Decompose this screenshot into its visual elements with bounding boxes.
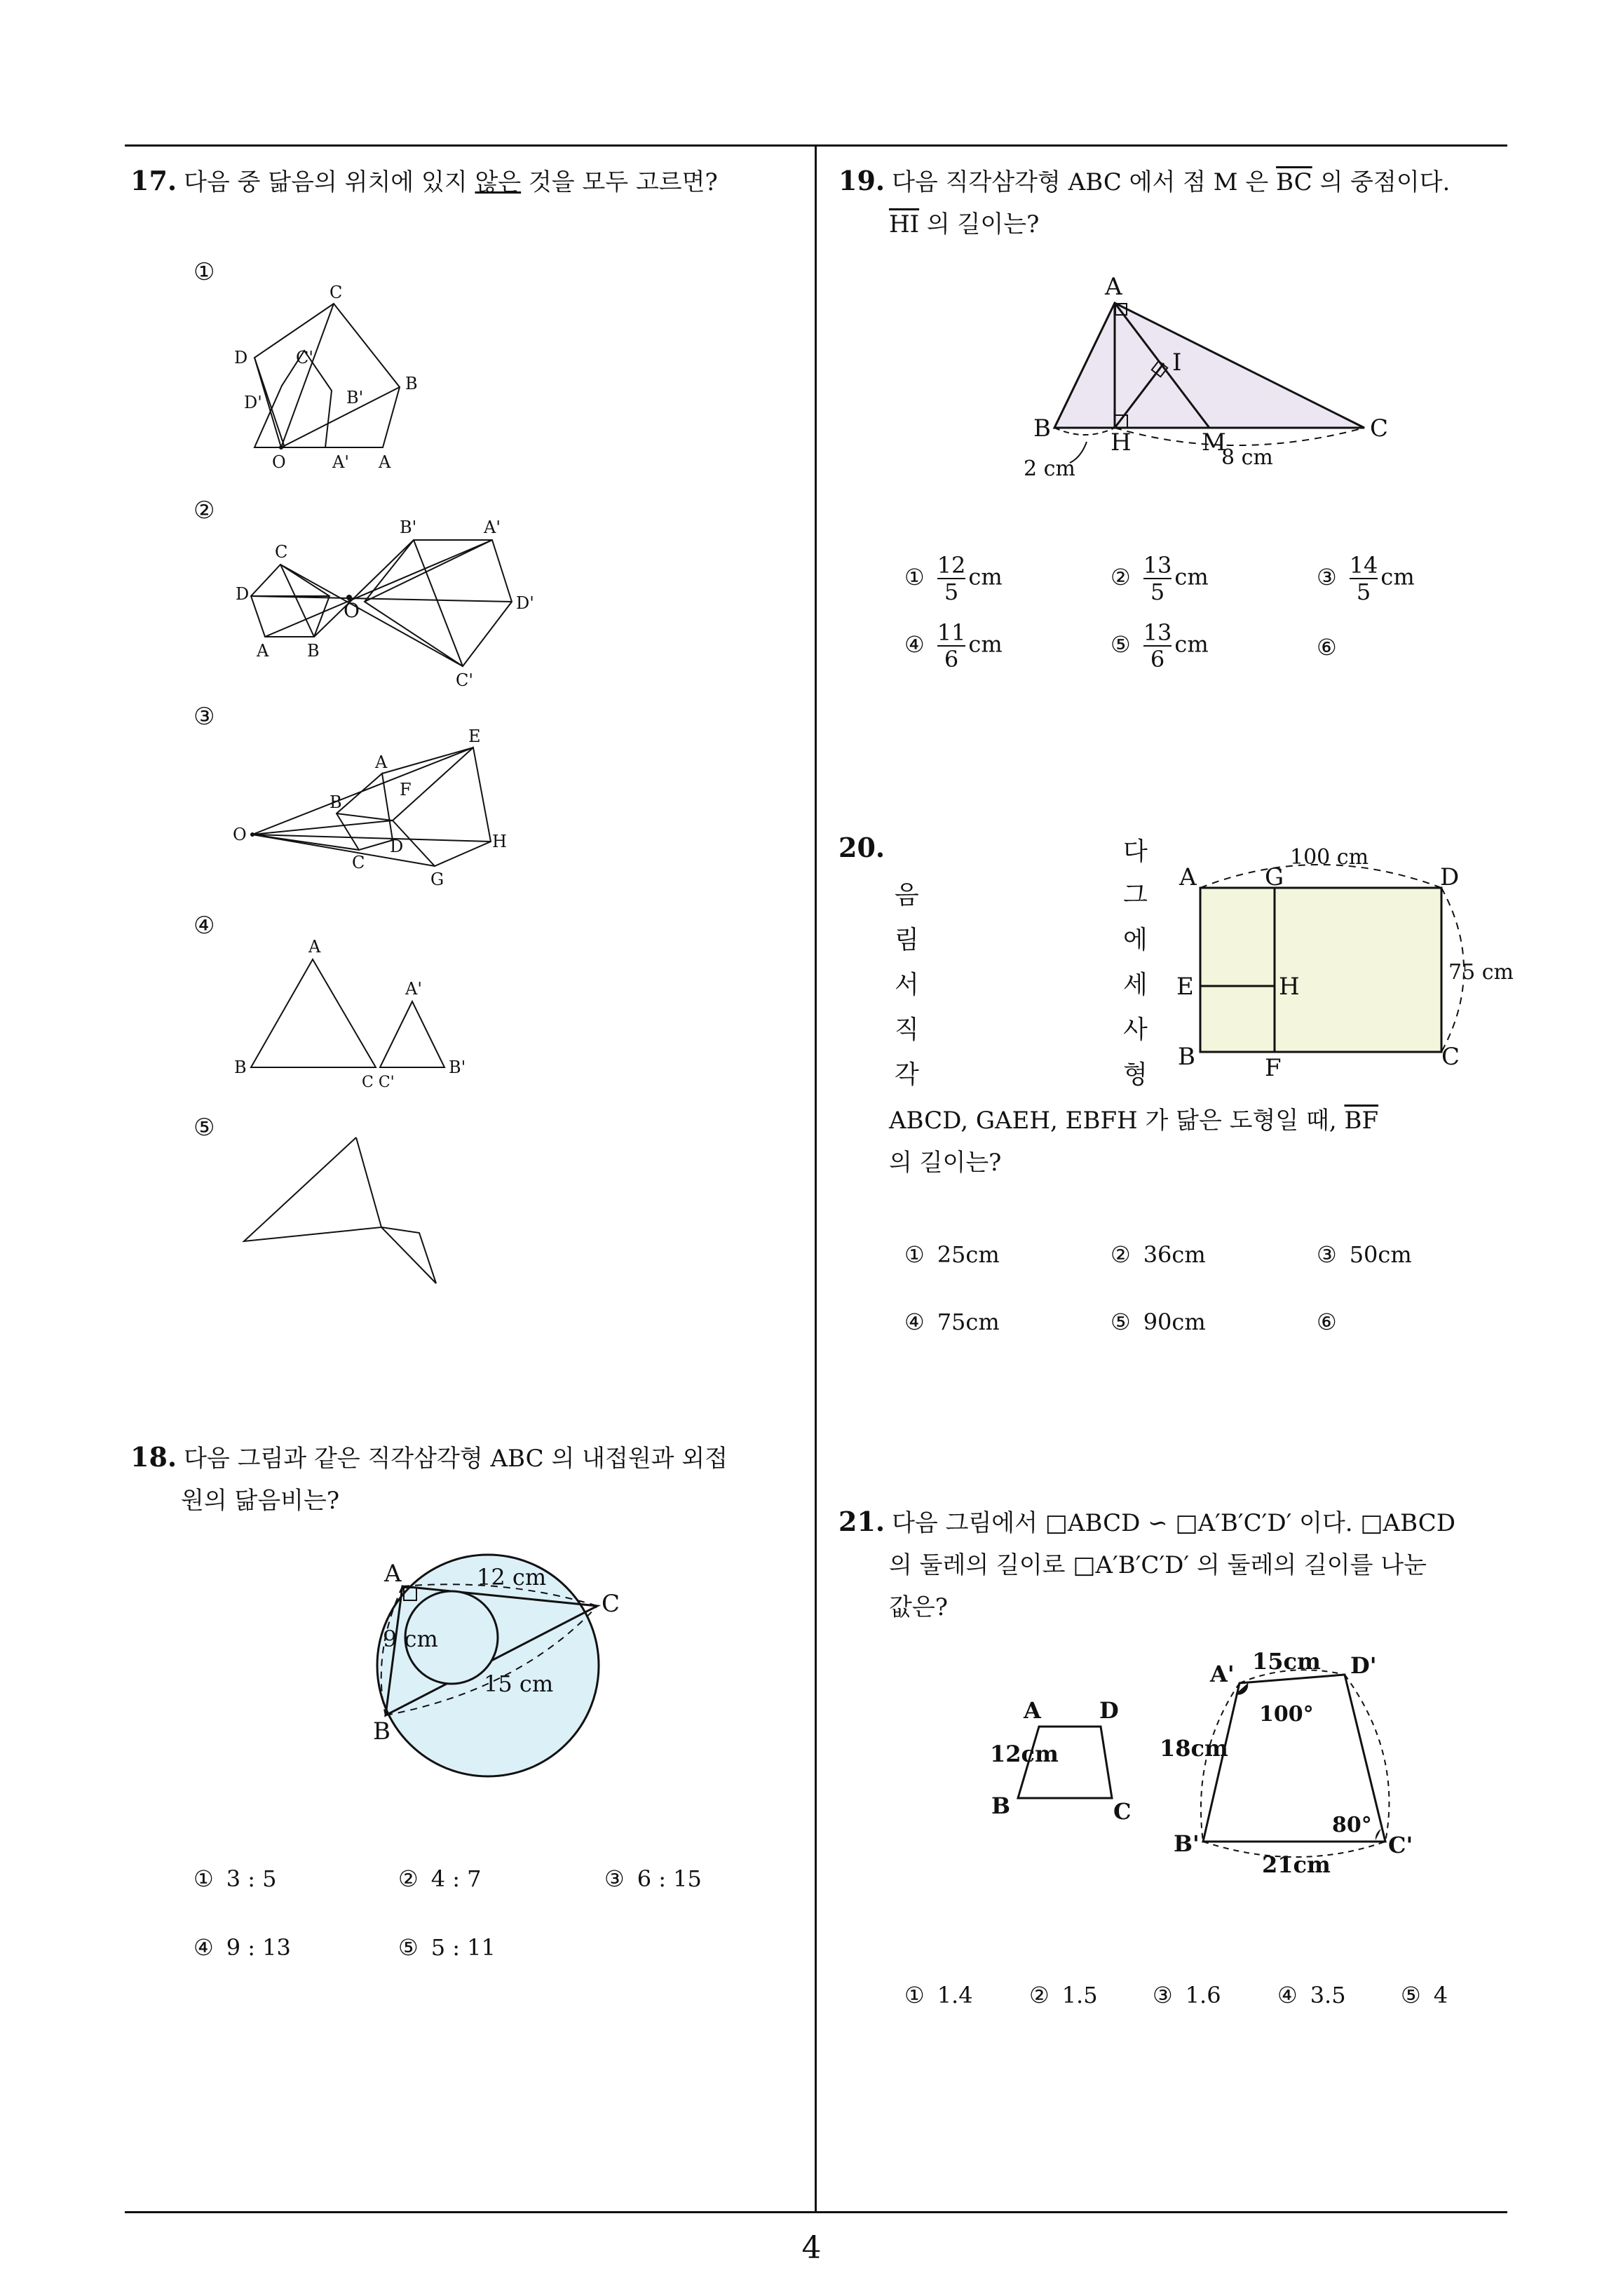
svg-text:D': D' — [1350, 1652, 1377, 1679]
svg-text:H: H — [492, 832, 507, 851]
q20-stem: ABCD, GAEH, EBFH 가 닮은 도형일 때, $\overline{BF}$ 의 길이는? — [889, 1107, 1379, 1177]
segment-hi: $\overline{HI}$ — [889, 210, 920, 238]
q20-vchar: 에 — [1123, 926, 1148, 954]
svg-text:A': A' — [405, 979, 422, 999]
q18-number: 18. — [130, 1441, 177, 1473]
svg-text:D': D' — [244, 393, 262, 412]
svg-text:C: C — [1370, 414, 1389, 443]
q20-option-4[interactable]: ④ 75cm — [904, 1309, 1000, 1335]
q17-figure-3 — [231, 729, 533, 891]
q20-vchar: 다 — [1123, 837, 1148, 866]
svg-text:12 cm: 12 cm — [477, 1564, 547, 1591]
svg-text:B: B — [405, 374, 418, 393]
q18-line2: 원의 닮음비는? — [181, 1487, 340, 1515]
q18-option-3[interactable]: ③ 6 : 15 — [604, 1865, 702, 1892]
svg-text:C: C — [1441, 1043, 1460, 1071]
bottom-rule — [125, 2211, 1507, 2213]
q20-number: 20. — [838, 832, 885, 863]
svg-text:H: H — [1279, 973, 1300, 1001]
q20-vchar: 직 — [895, 1015, 919, 1044]
q18-option-5[interactable]: ⑤ 5 : 11 — [398, 1934, 496, 1961]
q17-figure-5 — [231, 1129, 456, 1297]
svg-text:80°: 80° — [1332, 1813, 1372, 1837]
q21-option-1[interactable]: ① 1.4 — [904, 1982, 973, 2008]
q20-vchar: 그 — [1123, 881, 1148, 910]
svg-text:C: C — [1113, 1798, 1132, 1825]
svg-text:C: C — [330, 283, 343, 302]
q18-option-2[interactable]: ② 4 : 7 — [398, 1865, 482, 1892]
q20-option-5[interactable]: ⑤ 90cm — [1111, 1309, 1206, 1335]
svg-text:9 cm: 9 cm — [383, 1626, 438, 1652]
svg-text:75 cm: 75 cm — [1448, 960, 1514, 985]
q20-option-6[interactable]: ⑥ — [1317, 1309, 1337, 1335]
q19-option-2[interactable]: ② $\frac{13}{5}$ cm — [1111, 552, 1209, 605]
svg-text:18cm: 18cm — [1160, 1735, 1228, 1762]
q21-option-4[interactable]: ④ 3.5 — [1277, 1982, 1346, 2008]
q17-text-after: 것을 모두 고르면? — [521, 168, 718, 196]
q20-vchar: 림 — [895, 926, 919, 954]
q18-figure — [365, 1536, 645, 1767]
q19-option-1[interactable]: ① $\frac{12}{5}$ cm — [904, 552, 1003, 605]
svg-text:12cm: 12cm — [990, 1741, 1059, 1767]
svg-text:B': B' — [346, 388, 364, 407]
svg-text:100 cm: 100 cm — [1290, 845, 1369, 870]
svg-text:O: O — [233, 825, 247, 844]
svg-text:A: A — [379, 452, 391, 472]
q19-option-6[interactable]: ⑥ — [1317, 634, 1337, 661]
q17-number: 17. — [130, 165, 177, 196]
svg-text:B: B — [330, 792, 342, 812]
svg-text:F: F — [1265, 1054, 1282, 1082]
svg-text:C': C' — [1388, 1832, 1413, 1858]
q20-vchar: 사 — [1123, 1015, 1148, 1044]
q17-figure-4 — [231, 933, 484, 1094]
svg-text:B: B — [307, 641, 320, 661]
q17-figure-1 — [231, 281, 442, 477]
svg-text:E: E — [468, 727, 481, 746]
q20-figure — [1171, 842, 1535, 1080]
svg-text:15 cm: 15 cm — [484, 1670, 554, 1697]
svg-text:A': A' — [332, 452, 349, 472]
svg-text:A': A' — [484, 518, 501, 537]
svg-text:B: B — [373, 1717, 391, 1745]
svg-text:C C': C C' — [362, 1074, 395, 1091]
q19-option-3[interactable]: ③ $\frac{14}{5}$ cm — [1317, 552, 1415, 605]
svg-text:I: I — [1172, 349, 1182, 377]
q19-option-5[interactable]: ⑤ $\frac{13}{6}$ cm — [1111, 619, 1209, 673]
column-divider — [815, 144, 817, 2213]
q20-option-1[interactable]: ① 25cm — [904, 1241, 1000, 1268]
svg-text:F: F — [400, 780, 412, 799]
q20-vchar: 세 — [1123, 971, 1148, 999]
svg-text:D: D — [236, 584, 250, 604]
q19-option-4[interactable]: ④ $\frac{11}{6}$ cm — [904, 619, 1003, 673]
page-number: 4 — [801, 2230, 822, 2266]
svg-text:15cm: 15cm — [1252, 1648, 1321, 1675]
q19-number: 19. — [838, 165, 885, 196]
svg-text:D: D — [1440, 863, 1460, 891]
q17-text: 다음 중 닮음의 위치에 있지 — [184, 168, 475, 196]
svg-text:A: A — [375, 752, 388, 772]
q20-option-3[interactable]: ③ 50cm — [1317, 1241, 1412, 1268]
svg-text:2 cm: 2 cm — [1024, 457, 1075, 481]
svg-text:D: D — [1099, 1697, 1119, 1724]
q19-stem: 19. 다음 직각삼각형 ABC 에서 점 M 은 $\overline{BC}$ 의 중점이다. $\overline{HI}$ 의 길이는? — [838, 165, 1451, 238]
rect-abcd — [1200, 888, 1441, 1052]
q18-option-1[interactable]: ① 3 : 5 — [193, 1865, 277, 1892]
svg-text:B': B' — [400, 518, 417, 537]
svg-text:C: C — [275, 542, 288, 562]
svg-text:A': A' — [1210, 1661, 1235, 1687]
q20-vchar: 형 — [1123, 1060, 1148, 1089]
q21-option-3[interactable]: ③ 1.6 — [1153, 1982, 1221, 2008]
svg-text:B': B' — [449, 1058, 466, 1077]
q19-figure — [1024, 274, 1416, 491]
svg-text:G: G — [1265, 863, 1284, 891]
q17-option-4[interactable]: ④ — [193, 912, 215, 940]
q17-option-3[interactable]: ③ — [193, 703, 215, 731]
q20-vchar: 서 — [895, 971, 919, 999]
q17-option-5[interactable]: ⑤ — [193, 1114, 215, 1142]
svg-text:H: H — [1111, 428, 1132, 457]
svg-text:G: G — [430, 870, 444, 889]
svg-text:D: D — [234, 348, 248, 367]
q17-figure-2 — [231, 518, 568, 690]
q17-option-1[interactable]: ① — [193, 258, 215, 286]
q20-vchar: 각 — [895, 1060, 919, 1089]
svg-text:A: A — [257, 641, 269, 661]
svg-text:A: A — [384, 1560, 402, 1588]
q18-stem — [130, 1436, 728, 1522]
svg-text:E: E — [1176, 973, 1194, 1001]
q17-stem — [130, 160, 718, 203]
q17-option-2[interactable]: ② — [193, 497, 215, 525]
svg-text:B: B — [991, 1792, 1011, 1819]
svg-text:B: B — [234, 1058, 247, 1077]
svg-text:C: C — [352, 853, 365, 872]
q17-underlined: 않은 — [475, 168, 522, 196]
svg-text:A: A — [1179, 863, 1197, 891]
svg-text:C: C — [602, 1590, 620, 1618]
q18-option-4[interactable]: ④ 9 : 13 — [193, 1934, 291, 1961]
svg-text:B: B — [1178, 1043, 1195, 1071]
q21-figure — [982, 1648, 1430, 1886]
svg-text:A: A — [1024, 1697, 1041, 1724]
svg-text:D: D — [390, 837, 404, 856]
svg-text:B': B' — [1174, 1830, 1200, 1857]
svg-text:C': C' — [456, 670, 473, 690]
svg-text:21cm: 21cm — [1262, 1851, 1331, 1878]
svg-text:A: A — [1105, 273, 1122, 301]
segment-bf: $\overline{BF}$ — [1344, 1107, 1379, 1135]
segment-bc: $\overline{BC}$ — [1276, 168, 1312, 196]
svg-text:8 cm: 8 cm — [1221, 445, 1273, 470]
q21-number: 21. — [838, 1506, 885, 1537]
q20-vchar: 음 — [895, 881, 919, 910]
q20-option-2[interactable]: ② 36cm — [1111, 1241, 1206, 1268]
q21-stem: 21. 다음 그림에서 □ABCD ∽ □A′B′C′D′ 이다. □ABCD 의 둘레의 길이로 □A′B′C′D′ 의 둘레의 길이를 나눈 값은? — [838, 1506, 1455, 1621]
svg-text:B: B — [1033, 414, 1051, 443]
q21-option-5[interactable]: ⑤ 4 — [1401, 1982, 1448, 2008]
svg-text:C': C' — [296, 348, 313, 367]
q18-line1: 다음 그림과 같은 직각삼각형 ABC 의 내접원과 외접 — [184, 1445, 728, 1473]
svg-text:D': D' — [516, 593, 534, 613]
svg-text:O: O — [344, 599, 360, 622]
svg-text:M: M — [1202, 428, 1226, 457]
svg-text:O: O — [272, 452, 286, 472]
svg-text:A: A — [308, 937, 321, 957]
q21-option-2[interactable]: ② 1.5 — [1029, 1982, 1098, 2008]
svg-text:100°: 100° — [1259, 1702, 1314, 1727]
